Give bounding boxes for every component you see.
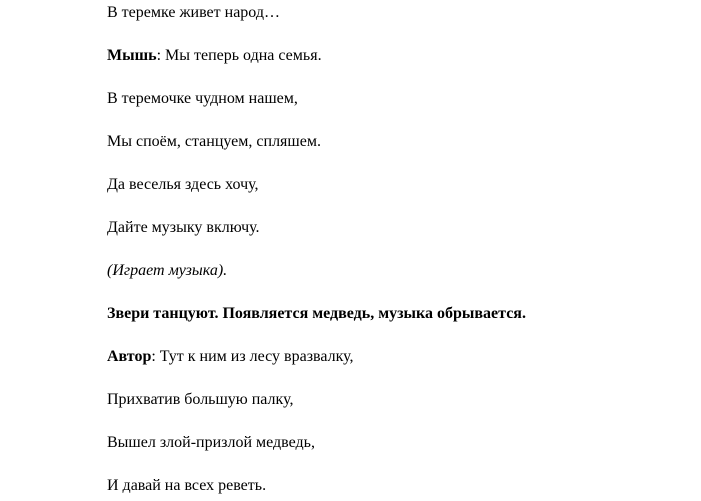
dialogue-line	[107, 46, 322, 66]
speaker-name: Мышь	[107, 47, 157, 64]
line-text: И давай на всех реветь.	[107, 477, 267, 494]
line-text: Звери танцуют. Появляется медведь, музыка обрывается.	[107, 305, 526, 322]
text-line	[107, 476, 266, 496]
line-text: Дайте музыку включу.	[107, 219, 260, 236]
text-line	[107, 89, 298, 109]
text-line	[107, 218, 260, 238]
stage-direction	[107, 261, 227, 281]
text-line	[107, 175, 259, 195]
line-text: В теремке живет народ…	[107, 4, 280, 21]
line-text: : Мы теперь одна семья.	[156, 47, 322, 64]
line-text: : Тут к ним из лесу вразвалку,	[151, 348, 354, 365]
text-line	[107, 132, 321, 152]
line-text: Вышел злой-призлой медведь,	[107, 434, 315, 451]
dialogue-line	[107, 347, 354, 367]
line-text: Да веселья здесь хочу,	[107, 176, 259, 193]
line-text: Прихватив большую палку,	[107, 391, 294, 408]
line-text: (Играет музыка).	[107, 262, 228, 279]
line-text: В теремочке чудном нашем,	[107, 90, 298, 107]
text-line	[107, 433, 315, 453]
speaker-name: Автор	[107, 348, 152, 365]
text-line	[107, 390, 293, 410]
text-line	[107, 3, 280, 23]
line-text: Мы споём, станцуем, спляшем.	[107, 133, 321, 150]
stage-direction	[107, 304, 526, 324]
